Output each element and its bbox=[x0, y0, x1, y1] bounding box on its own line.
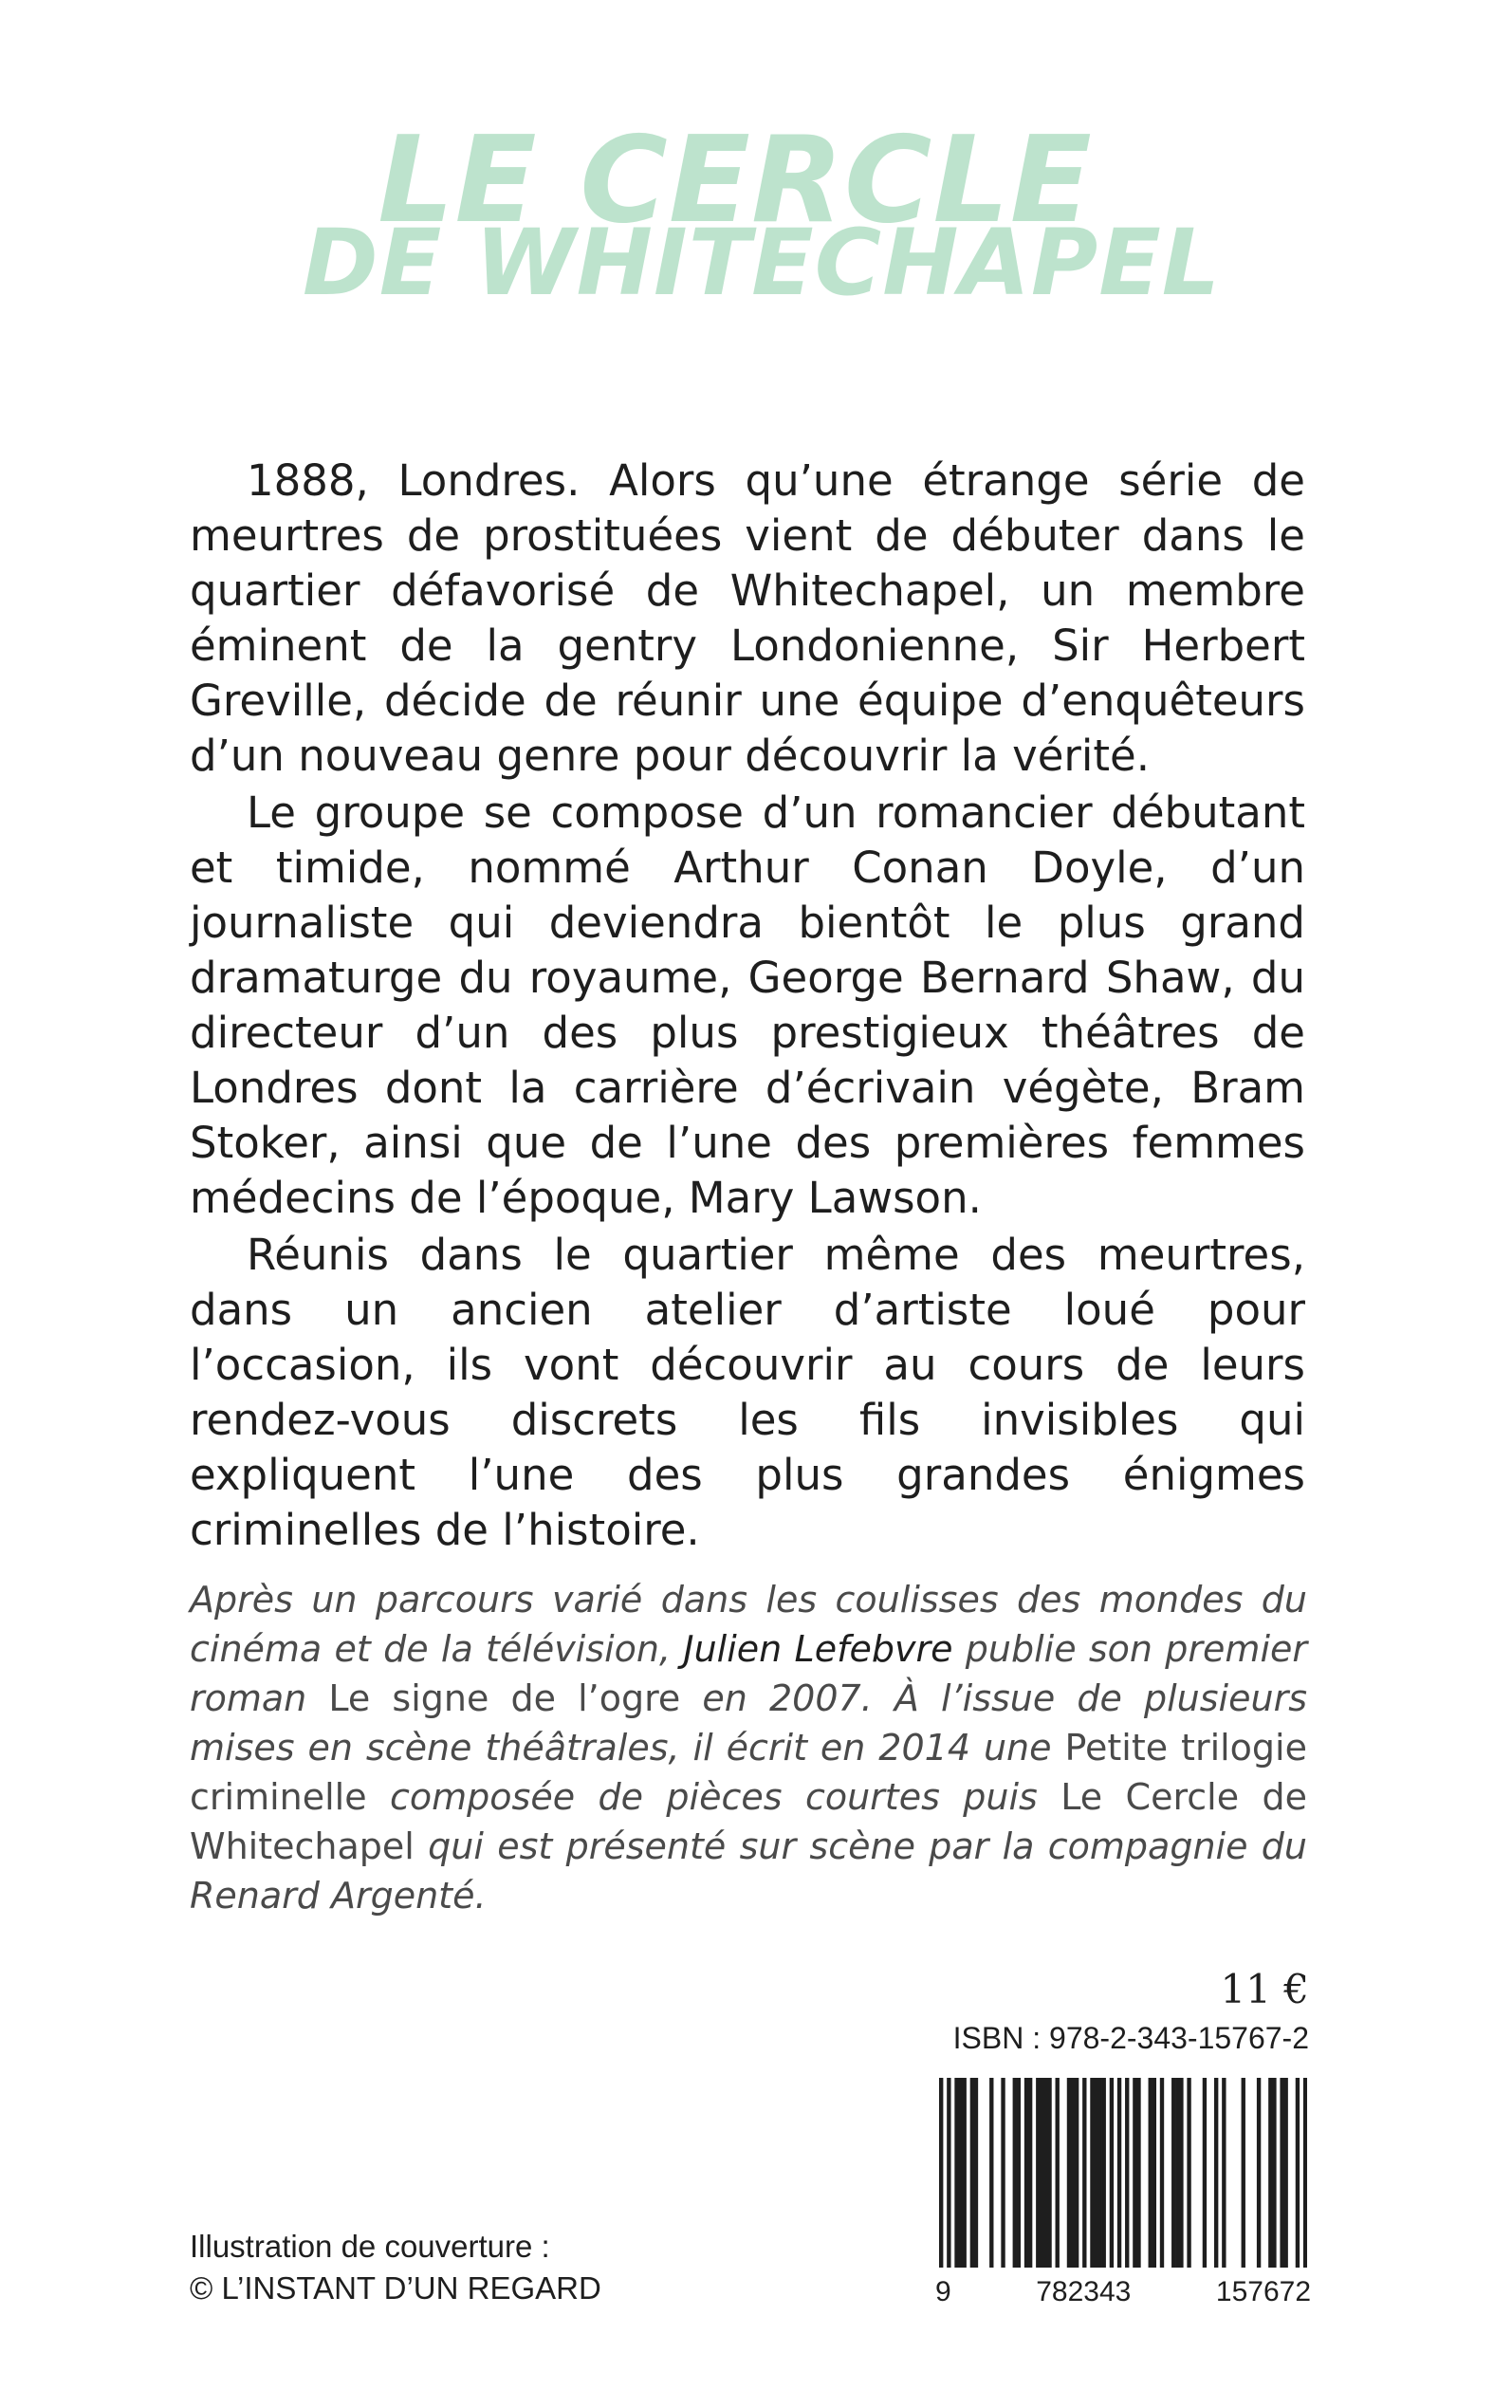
barcode-bar bbox=[1187, 2078, 1190, 2268]
barcode-bar bbox=[1125, 2078, 1129, 2268]
barcode-bar bbox=[1268, 2078, 1272, 2268]
cover-credit bbox=[190, 2226, 664, 2309]
bio-text: publie son premier roman bbox=[190, 1628, 1307, 1719]
barcode-bar bbox=[1028, 2078, 1032, 2268]
barcode-bar bbox=[1136, 2078, 1140, 2268]
barcode-bar bbox=[1001, 2078, 1005, 2268]
barcode-digit-group: 9 bbox=[935, 2276, 951, 2307]
bio-text: composée de pièces courtes puis bbox=[366, 1776, 1061, 1818]
bio-text: qui est présenté sur scène par la compagnie du Renard Argenté. bbox=[190, 1825, 1307, 1917]
barcode-bar bbox=[970, 2078, 974, 2268]
barcode-bar bbox=[989, 2078, 993, 2268]
barcode-bar bbox=[1117, 2078, 1121, 2268]
synopsis-paragraph: 1888, Londres. Alors qu’une étrange série de meurtres de prostituées vient de débuter dans le quartier défavorisé de Whitechapel, un membre éminent de la gentry Londonienne, Sir Herbert Greville, décide de réunir une équipe d’enquêteurs d’un nouveau genre pour découvrir la vérité. bbox=[190, 455, 1305, 781]
barcode-bar bbox=[1047, 2078, 1051, 2268]
barcode-digit-group: 157672 bbox=[1215, 2276, 1311, 2307]
barcode-bar bbox=[1203, 2078, 1207, 2268]
barcode-bar bbox=[1097, 2078, 1101, 2268]
author-name: Julien Lefebvre bbox=[683, 1628, 953, 1670]
barcode-bar bbox=[958, 2078, 962, 2268]
barcode-bar bbox=[1133, 2078, 1136, 2268]
barcode-bar bbox=[1056, 2078, 1060, 2268]
synopsis bbox=[190, 454, 1305, 1560]
barcode-bar bbox=[1067, 2078, 1071, 2268]
barcode-bar bbox=[1257, 2078, 1261, 2268]
barcode-bar bbox=[1071, 2078, 1075, 2268]
barcode-bar bbox=[947, 2078, 950, 2268]
synopsis-paragraph: Réunis dans le quartier même des meurtres, dans un ancien atelier d’artiste loué pour l’occasion, ils vont découvrir au cours de leurs rendez-vous discrets les fils invisibles qui expliquent l’une des plus grandes énigmes criminelles de l’histoire. bbox=[190, 1230, 1305, 1555]
barcode-bar bbox=[1024, 2078, 1028, 2268]
barcode-bar bbox=[1149, 2078, 1152, 2268]
barcode-bar bbox=[974, 2078, 978, 2268]
bio-text: Après un parcours varié dans les coulisses des mondes du cinéma et de la télévision, bbox=[190, 1579, 1307, 1670]
barcode-bar bbox=[1036, 2078, 1040, 2268]
barcode-bar bbox=[939, 2078, 943, 2268]
bio-text: en 2007. À l’issue de plusieurs mises en scène théâtrales, il écrit en 2014 une bbox=[190, 1677, 1308, 1769]
credit-line: © L’INSTANT D’UN REGARD bbox=[190, 2270, 601, 2306]
barcode-bar bbox=[1171, 2078, 1175, 2268]
barcode-bar bbox=[1094, 2078, 1097, 2268]
barcode-bar bbox=[1222, 2078, 1226, 2268]
barcode-bar bbox=[1283, 2078, 1287, 2268]
book-title-1: Le signe de l’ogre bbox=[328, 1677, 681, 1719]
barcode-bar bbox=[1040, 2078, 1043, 2268]
barcode-bar bbox=[1152, 2078, 1156, 2268]
barcode-bar bbox=[1110, 2078, 1114, 2268]
barcode-bar bbox=[1075, 2078, 1079, 2268]
barcode-bar bbox=[963, 2078, 967, 2268]
book-title-line-2: DE WHITECHAPEL bbox=[303, 210, 1221, 316]
barcode-bar bbox=[1043, 2078, 1047, 2268]
barcode bbox=[939, 2078, 1307, 2268]
barcode-bar bbox=[1082, 2078, 1086, 2268]
barcode-bar bbox=[1179, 2078, 1183, 2268]
barcode-bar bbox=[1280, 2078, 1283, 2268]
barcode-bar bbox=[1090, 2078, 1094, 2268]
book-title-line-1: LE CERCLE bbox=[378, 110, 1093, 250]
book-title-3: Le Cercle de Whitechapel bbox=[190, 1776, 1307, 1867]
barcode-bar bbox=[1296, 2078, 1300, 2268]
barcode-bar bbox=[1214, 2078, 1218, 2268]
barcode-bar bbox=[1102, 2078, 1106, 2268]
barcode-bar bbox=[1175, 2078, 1179, 2268]
barcode-digit-group: 782343 bbox=[1036, 2276, 1132, 2307]
barcode-bar bbox=[954, 2078, 958, 2268]
barcode-digits bbox=[935, 2271, 1311, 2313]
barcode-bar bbox=[1160, 2078, 1164, 2268]
barcode-bar bbox=[1242, 2078, 1245, 2268]
credit-line: Illustration de couverture : bbox=[190, 2229, 550, 2264]
author-bio bbox=[190, 1575, 1307, 1920]
price: 11 € bbox=[1220, 1966, 1309, 2012]
barcode-bar bbox=[1013, 2078, 1017, 2268]
barcode-bar bbox=[1017, 2078, 1021, 2268]
barcode-bar bbox=[1272, 2078, 1276, 2268]
synopsis-paragraph: Le groupe se compose d’un romancier débutant et timide, nommé Arthur Conan Doyle, d’un journaliste qui deviendra bientôt le plus grand dramaturge du royaume, George Bernard Shaw, du directeur d’un des plus prestigieux théâtres de Londres dont la carrière d’écrivain végète, Bram Stoker, ainsi que de l’une des premières femmes médecins de l’époque, Mary Lawson. bbox=[190, 787, 1305, 1223]
isbn: ISBN : 978-2-343-15767-2 bbox=[952, 2021, 1309, 2055]
book-title-2: Petite trilogie criminelle bbox=[190, 1727, 1307, 1818]
barcode-bar bbox=[1303, 2078, 1307, 2268]
